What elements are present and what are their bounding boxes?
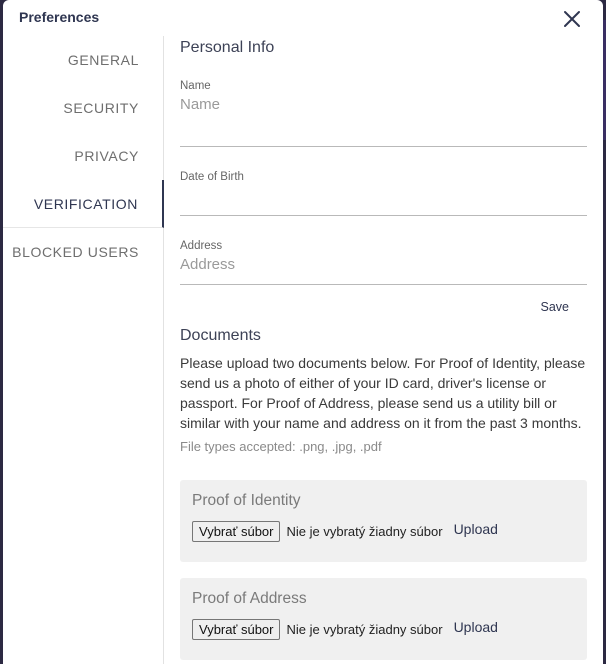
address-input[interactable] — [180, 252, 587, 276]
verification-panel — [180, 36, 587, 660]
proof-of-address-title: Proof of Address — [192, 590, 307, 607]
address-field — [180, 216, 587, 285]
personal-info-title: Personal Info — [180, 39, 275, 56]
name-input[interactable] — [180, 92, 587, 116]
dialog-title: Preferences — [19, 9, 100, 25]
name-field — [180, 80, 587, 147]
file-row — [192, 520, 575, 542]
documents-description: Please upload two documents below. For Proof of Identity, please send us a photo of either of your ID card, driver's license or passport. For Proof of Address, please send us a utility bill or similar with your name and address on it from the past 3 months. — [180, 355, 586, 431]
sidebar-item-blocked-users[interactable]: BLOCKED USERS — [12, 244, 139, 260]
upload-button[interactable]: Upload — [453, 521, 498, 537]
file-row — [192, 618, 575, 640]
proof-of-identity-title: Proof of Identity — [192, 492, 301, 509]
close-button[interactable] — [561, 8, 583, 30]
date-of-birth-field — [180, 147, 587, 216]
preferences-dialog — [3, 0, 603, 664]
address-label: Address — [180, 240, 223, 252]
file-types-note: File types accepted: .png, .jpg, .pdf — [180, 439, 382, 454]
file-status: Nie je vybratý žiadny súbor — [286, 621, 443, 637]
date-of-birth-label: Date of Birth — [180, 171, 244, 183]
proof-of-identity-card — [180, 480, 587, 562]
sidebar-item-privacy[interactable]: PRIVACY — [74, 148, 139, 164]
save-row — [180, 285, 587, 327]
sidebar-item-general[interactable]: GENERAL — [67, 52, 139, 68]
sidebar-nav — [3, 36, 164, 664]
date-of-birth-input[interactable] — [180, 183, 587, 207]
sidebar-item-verification[interactable]: VERIFICATION — [3, 180, 164, 228]
choose-file-button[interactable]: Vybrať súbor — [192, 619, 280, 640]
upload-button[interactable]: Upload — [453, 619, 498, 635]
save-button[interactable]: Save — [540, 300, 569, 314]
choose-file-button[interactable]: Vybrať súbor — [192, 521, 280, 542]
documents-title: Documents — [180, 327, 261, 344]
close-icon — [561, 8, 583, 30]
sidebar-item-security[interactable]: SECURITY — [63, 100, 139, 116]
proof-of-address-card — [180, 578, 587, 660]
file-status: Nie je vybratý žiadny súbor — [286, 523, 443, 539]
name-label: Name — [180, 80, 211, 92]
